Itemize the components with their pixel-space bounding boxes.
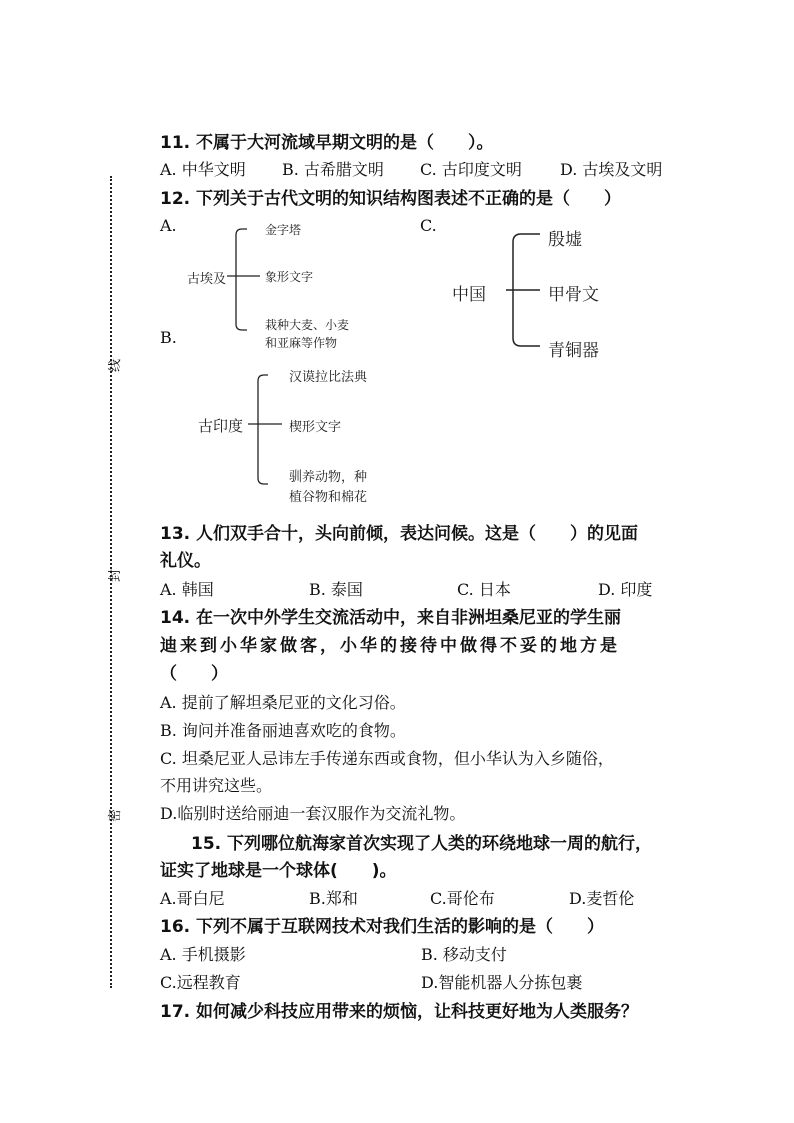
q13-option-c: C. 日本 [457,580,511,599]
binding-label-seal: 封 [108,568,123,582]
diagram-a-branch-2: 象形文字 [265,270,314,284]
q13-option-a: A. 韩国 [160,580,214,599]
diagram-a-branch-1: 金字塔 [265,223,302,237]
q14-option-a: A. 提前了解坦桑尼亚的文化习俗。 [160,693,406,712]
q15-option-c: C.哥伦布 [430,889,495,908]
q15-stem-line1: 15. 下列哪位航海家首次实现了人类的环绕地球一周的航行， [191,834,653,854]
diagram-b-branch-1: 汉谟拉比法典 [289,370,368,385]
q14-stem-line2: 迪来到小华家做客，小华的接待中做得不妥的地方是 [160,636,620,656]
diagram-a-branch-3b: 和亚麻等作物 [265,336,338,350]
q12-label-a: A. [160,216,177,235]
q11-option-c: C. 古印度文明 [420,160,522,179]
q16-option-b: B. 移动支付 [421,945,507,964]
diagram-c-branch-3: 青铜器 [548,341,599,361]
q11-option-a: A. 中华文明 [160,160,246,179]
q14-stem-line1: 14. 在一次中外学生交流活动中，来自非洲坦桑尼亚的学生丽 [160,608,622,628]
q13-option-d: D. 印度 [598,580,653,599]
binding-label-line: 线 [108,358,123,372]
diagram-c-branch-1: 殷墟 [548,230,582,250]
q16-option-d: D.智能机器人分拣包裹 [421,973,583,992]
diagram-b-root: 古印度 [198,417,244,435]
q15-option-d: D.麦哲伦 [569,889,635,908]
q12-label-c: C. [420,216,437,235]
q14-option-c-cont: 不用讲究这些。 [160,776,273,795]
q16-option-a: A. 手机摄影 [160,945,246,964]
q14-option-d: D.临别时送给丽迪一套汉服作为交流礼物。 [160,804,466,823]
diagram-c-root: 中国 [452,285,486,305]
q15-stem-line2: 证实了地球是一个球体( )。 [160,861,397,881]
diagram-b-branch-3: 驯养动物，种 [289,470,368,485]
diagram-c-branch-2: 甲骨文 [548,285,599,305]
q15-option-a: A.哥白尼 [160,889,225,908]
q14-option-b: B. 询问并准备丽迪喜欢吃的食物。 [160,721,406,740]
q11-option-b: B. 古希腊文明 [282,160,384,179]
diagram-b-branch-2: 楔形文字 [289,420,342,435]
q13-stem-line2: 礼仪。 [160,551,211,571]
q15-option-b: B.郑和 [309,889,358,908]
diagram-b-branch-3b: 植谷物和棉花 [289,490,368,505]
q13-option-b: B. 泰国 [309,580,363,599]
q17-stem: 17. 如何减少科技应用带来的烦恼，让科技更好地为人类服务？ [160,1002,639,1022]
diagram-a-root: 古埃及 [187,272,227,287]
binding-label-secret: 密 [108,808,123,822]
q14-stem-line3: （ ） [160,664,228,684]
q16-option-c: C.远程教育 [160,973,241,992]
q11-option-d: D. 古埃及文明 [560,160,663,179]
q13-stem-line1: 13. 人们双手合十，头向前倾，表达问候。这是（ ）的见面 [160,524,639,544]
q12-stem: 12. 下列关于古代文明的知识结构图表述不正确的是（ ） [160,189,622,209]
diagram-a-branch-3: 栽种大麦、小麦 [265,318,350,332]
q14-option-c: C. 坦桑尼亚人忌讳左手传递东西或食物，但小华认为入乡随俗， [160,749,614,768]
q16-stem: 16. 下列不属于互联网技术对我们生活的影响的是（ ） [160,917,605,937]
q11-stem: 11. 不属于大河流域早期文明的是（ ）。 [160,133,494,153]
q12-label-b: B. [160,328,177,347]
